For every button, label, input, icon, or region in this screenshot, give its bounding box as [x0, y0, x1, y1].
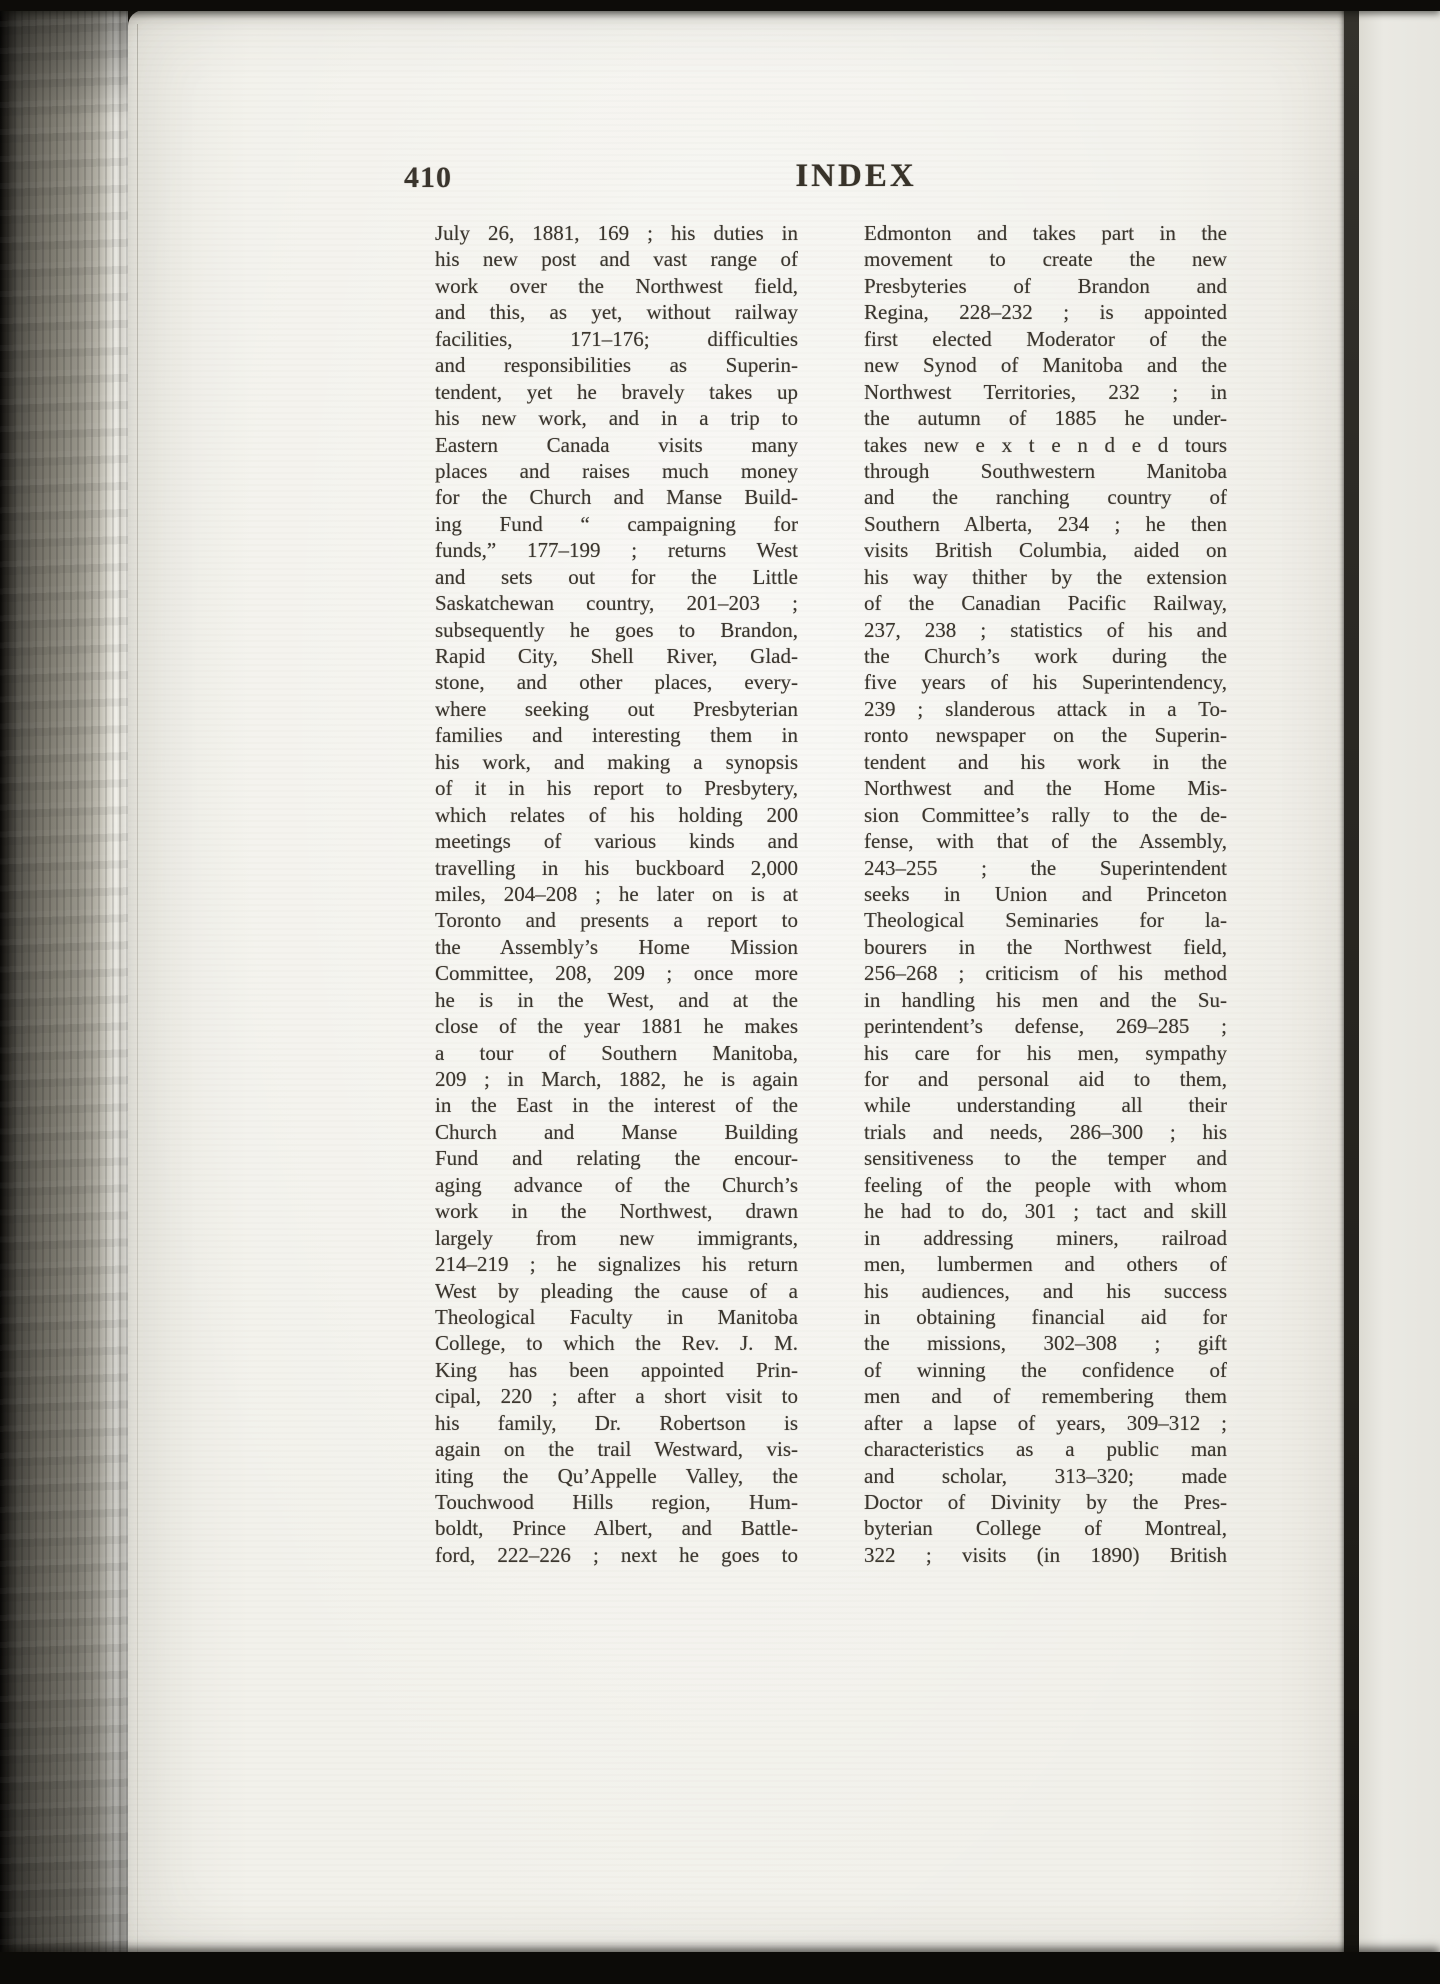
index-text-line: 209 ; in March, 1882, he is again [435, 1067, 798, 1091]
index-text-line: Presbyteries of Brandon and [864, 273, 1227, 298]
index-text-line: again on the trail Westward, vis- [435, 1437, 798, 1462]
index-text-line: Church and Manse Building [435, 1119, 798, 1144]
index-text-line: which relates of his holding 200 [435, 802, 798, 827]
index-text-line: 239 ; slanderous attack in a To- [864, 696, 1227, 721]
index-text-line: he had to do, 301 ; tact and skill [864, 1199, 1227, 1224]
index-text-line: funds,” 177–199 ; returns West [435, 538, 798, 563]
index-text-line: Southern Alberta, 234 ; he then [864, 511, 1227, 536]
index-text-line: work in the Northwest, drawn [435, 1199, 798, 1224]
index-text-line: and the ranching country of [864, 485, 1227, 510]
index-text-line: iting the Qu’Appelle Valley, the [435, 1463, 798, 1488]
index-text-line: a tour of Southern Manitoba, [435, 1040, 798, 1065]
index-text-line: 214–219 ; he signalizes his return [435, 1252, 798, 1277]
index-text-line: sensitiveness to the temper and [864, 1146, 1227, 1171]
index-text-line: ford, 222–226 ; next he goes to [435, 1542, 798, 1567]
index-text-line: Fund and relating the encour- [435, 1146, 798, 1171]
index-text-line: fense, with that of the Assembly, [864, 829, 1227, 854]
index-text-line: for the Church and Manse Build- [435, 485, 798, 510]
page-header-title: INDEX [795, 158, 917, 194]
index-text-line: in obtaining financial aid for [864, 1304, 1227, 1329]
index-text-line: 256–268 ; criticism of his method [864, 961, 1227, 986]
index-text-line: Edmonton and takes part in the [864, 221, 1227, 245]
next-page-edge [1359, 10, 1440, 1954]
index-text-line: in handling his men and the Su- [864, 987, 1227, 1012]
index-text-line: 237, 238 ; statistics of his and [864, 617, 1227, 642]
index-text-line: July 26, 1881, 169 ; his duties in [435, 221, 798, 245]
page-edge-line [137, 24, 138, 1954]
index-text-line: first elected Moderator of the [864, 326, 1227, 351]
index-text-line: seeks in Union and Princeton [864, 881, 1227, 906]
index-text-line: 322 ; visits (in 1890) British [864, 1542, 1227, 1567]
index-text-line: his new post and vast range of [435, 247, 798, 272]
index-text-line: his family, Dr. Robertson is [435, 1410, 798, 1435]
index-text-line: of the Canadian Pacific Railway, [864, 591, 1227, 616]
index-column-left [435, 220, 798, 1568]
index-text-line: Saskatchewan country, 201–203 ; [435, 591, 798, 616]
index-text-line: ronto newspaper on the Superin- [864, 723, 1227, 748]
index-text-line: Eastern Canada visits many [435, 432, 798, 457]
index-text-line: tendent, yet he bravely takes up [435, 379, 798, 404]
index-text-line: while understanding all their [864, 1093, 1227, 1118]
index-text-line: meetings of various kinds and [435, 829, 798, 854]
index-text-line: places and raises much money [435, 458, 798, 483]
index-text-line: and responsibilities as Superin- [435, 353, 798, 378]
index-text-line: in addressing miners, railroad [864, 1225, 1227, 1250]
page-right-edge-shadow [1344, 0, 1359, 1984]
index-text-line: and sets out for the Little [435, 564, 798, 589]
index-text-line: cipal, 220 ; after a short visit to [435, 1384, 798, 1409]
index-text-line: work over the Northwest field, [435, 273, 798, 298]
index-text-line: characteristics as a public man [864, 1437, 1227, 1462]
index-text-line: perintendent’s defense, 269–285 ; [864, 1014, 1227, 1039]
index-text-line: travelling in his buckboard 2,000 [435, 855, 798, 880]
index-text-line: West by pleading the cause of a [435, 1278, 798, 1303]
index-text-line: Theological Seminaries for la- [864, 908, 1227, 933]
index-text-line: families and interesting them in [435, 723, 798, 748]
index-text-line: his work, and making a synopsis [435, 749, 798, 774]
index-text-line: the missions, 302–308 ; gift [864, 1331, 1227, 1356]
index-text-line: miles, 204–208 ; he later on is at [435, 881, 798, 906]
index-text-line: King has been appointed Prin- [435, 1357, 798, 1382]
index-text-line: men and of remembering them [864, 1384, 1227, 1409]
index-text-line: byterian College of Montreal, [864, 1516, 1227, 1541]
index-text-line: his way thither by the extension [864, 564, 1227, 589]
book-page-edges [0, 0, 128, 1984]
index-text-line: where seeking out Presbyterian [435, 696, 798, 721]
index-text-line: Northwest Territories, 232 ; in [864, 379, 1227, 404]
index-text-line: takes new e x t e n d e d tours [864, 432, 1227, 457]
index-text-line: aging advance of the Church’s [435, 1172, 798, 1197]
index-text-line: and scholar, 313–320; made [864, 1463, 1227, 1488]
index-text-line: of it in his report to Presbytery, [435, 776, 798, 801]
index-text-line: Toronto and presents a report to [435, 908, 798, 933]
index-text-line: visits British Columbia, aided on [864, 538, 1227, 563]
index-text-line: in the East in the interest of the [435, 1093, 798, 1118]
page-number: 410 [404, 161, 452, 194]
index-text-line: tendent and his work in the [864, 749, 1227, 774]
index-text-line: facilities, 171–176; difficulties [435, 326, 798, 351]
index-text-line: after a lapse of years, 309–312 ; [864, 1410, 1227, 1435]
index-text-line: Committee, 208, 209 ; once more [435, 961, 798, 986]
index-column-right [864, 220, 1227, 1568]
index-text-line: Regina, 228–232 ; is appointed [864, 300, 1227, 325]
index-text-line: his care for his men, sympathy [864, 1040, 1227, 1065]
index-text-line: Touchwood Hills region, Hum- [435, 1490, 798, 1514]
top-shadow-band [0, 0, 1440, 11]
index-text-line: subsequently he goes to Brandon, [435, 617, 798, 642]
index-text-line: close of the year 1881 he makes [435, 1014, 798, 1039]
index-text-line: sion Committee’s rally to the de- [864, 802, 1227, 827]
index-text-line: new Synod of Manitoba and the [864, 353, 1227, 378]
index-text-line: and this, as yet, without railway [435, 300, 798, 325]
book-page [128, 10, 1346, 1954]
index-text-line: for and personal aid to them, [864, 1067, 1227, 1091]
index-text-line: of winning the confidence of [864, 1357, 1227, 1382]
index-text-line: five years of his Superintendency, [864, 670, 1227, 695]
index-text-line: his new work, and in a trip to [435, 406, 798, 431]
index-text-block [435, 220, 1228, 1568]
index-text-line: Rapid City, Shell River, Glad- [435, 644, 798, 668]
index-text-line: men, lumbermen and others of [864, 1252, 1227, 1277]
index-text-line: largely from new immigrants, [435, 1225, 798, 1250]
index-text-line: movement to create the new [864, 247, 1227, 272]
index-text-line: ing Fund “ campaigning for [435, 511, 798, 536]
index-text-line: through Southwestern Manitoba [864, 458, 1227, 483]
index-text-line: boldt, Prince Albert, and Battle- [435, 1516, 798, 1541]
bottom-shadow-band [0, 1952, 1440, 1984]
index-text-line: Theological Faculty in Manitoba [435, 1304, 798, 1329]
index-text-line: the Assembly’s Home Mission [435, 934, 798, 959]
index-text-line: 243–255 ; the Superintendent [864, 855, 1227, 880]
index-text-line: the autumn of 1885 he under- [864, 406, 1227, 431]
index-text-line: College, to which the Rev. J. M. [435, 1331, 798, 1356]
index-text-line: feeling of the people with whom [864, 1172, 1227, 1197]
index-text-line: he is in the West, and at the [435, 987, 798, 1012]
index-text-line: his audiences, and his success [864, 1278, 1227, 1303]
index-text-line: the Church’s work during the [864, 644, 1227, 668]
index-text-line: bourers in the Northwest field, [864, 934, 1227, 959]
index-text-line: trials and needs, 286–300 ; his [864, 1119, 1227, 1144]
index-text-line: Doctor of Divinity by the Pres- [864, 1490, 1227, 1514]
index-text-line: Northwest and the Home Mis- [864, 776, 1227, 801]
index-text-line: stone, and other places, every- [435, 670, 798, 695]
